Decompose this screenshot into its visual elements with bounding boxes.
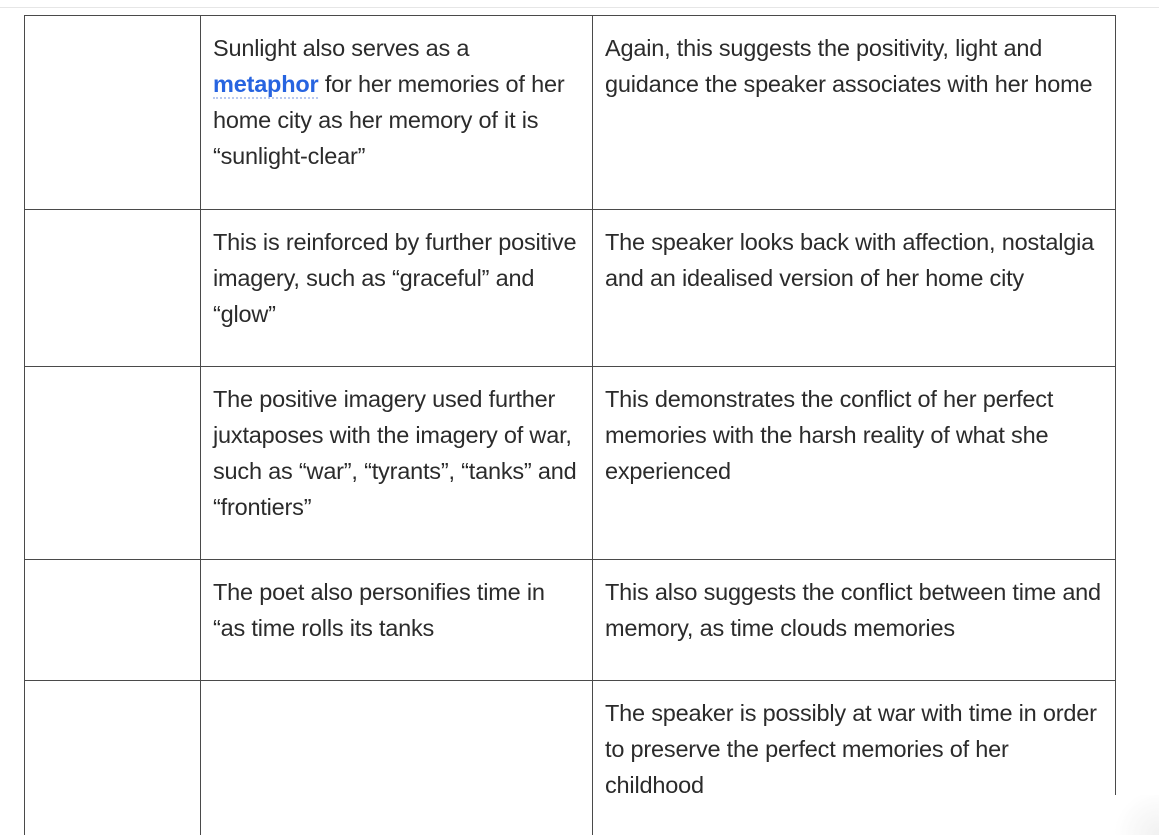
analysis-cell: This demonstrates the conflict of her perfect memories with the harsh reality of what she experienced <box>593 367 1116 560</box>
evidence-text-after: for her memories of her home city as her memory of it is “sunlight-clear” <box>213 71 565 169</box>
evidence-text-before: Sunlight also serves as a <box>213 35 470 61</box>
evidence-cell <box>201 16 593 210</box>
top-divider <box>0 7 1159 8</box>
evidence-cell: This is reinforced by further positive imagery, such as “graceful” and “glow” <box>201 210 593 367</box>
evidence-cell: The poet also personifies time in “as time rolls its tanks <box>201 560 593 681</box>
metaphor-link[interactable]: metaphor <box>213 71 319 97</box>
scroll-corner-shadow <box>1109 795 1159 835</box>
technique-cell <box>25 210 201 367</box>
table-row <box>25 16 1116 210</box>
table-row <box>25 367 1116 560</box>
analysis-cell: The speaker looks back with affection, nostalgia and an idealised version of her home city <box>593 210 1116 367</box>
evidence-cell <box>201 681 593 835</box>
analysis-cell: Again, this suggests the positivity, light and guidance the speaker associates with her home <box>593 16 1116 210</box>
table-row <box>25 681 1116 835</box>
technique-cell <box>25 16 201 210</box>
technique-cell <box>25 560 201 681</box>
evidence-cell: The positive imagery used further juxtaposes with the imagery of war, such as “war”, “tyrants”, “tanks” and “frontiers” <box>201 367 593 560</box>
analysis-cell: This also suggests the conflict between time and memory, as time clouds memories <box>593 560 1116 681</box>
analysis-table <box>24 15 1116 835</box>
table-row <box>25 560 1116 681</box>
technique-cell <box>25 681 201 835</box>
table-row <box>25 210 1116 367</box>
technique-cell <box>25 367 201 560</box>
analysis-cell: The speaker is possibly at war with time in order to preserve the perfect memories of her childhood <box>593 681 1116 835</box>
